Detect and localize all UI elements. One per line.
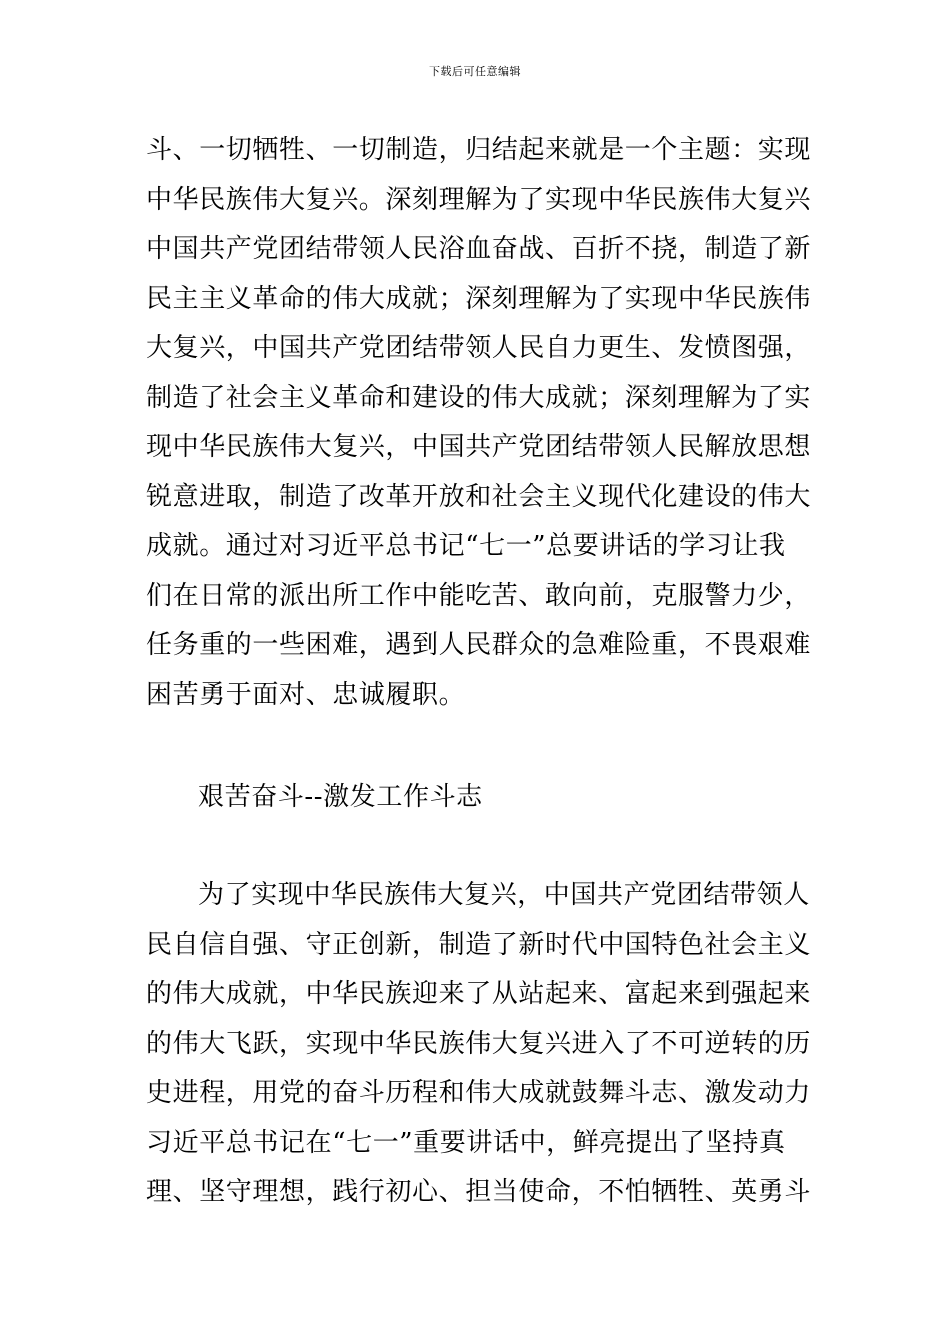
text-line: 们在日常的派出所工作中能吃苦、敢向前，克服警力少， (146, 580, 812, 611)
text-line: 中华民族伟大复兴。深刻理解为了实现中华民族伟大复兴 (146, 184, 812, 215)
text-line: 成就。通过对习近平总书记“七一”总要讲话的学习让我 (146, 531, 786, 561)
text-line: 斗、一切牺牲、一切制造，归结起来就是一个主题：实现 (146, 135, 812, 165)
text-line: 制造了社会主义革命和建设的伟大成就；深刻理解为了实 (146, 382, 812, 413)
text-line: 的伟大成就，中华民族迎来了从站起来、富起来到强起来 (146, 979, 812, 1009)
text-line: 的伟大飞跃，实现中华民族伟大复兴进入了不可逆转的历 (146, 1028, 812, 1059)
text-line: 大复兴，中国共产党团结带领人民自力更生、发愤图强， (146, 333, 812, 363)
text-line: 中国共产党团结带领人民浴血奋战、百折不挠，制造了新 (146, 234, 812, 264)
text-line: 现中华民族伟大复兴，中国共产党团结带领人民解放思想 (146, 432, 812, 462)
text-line: 民自信自强、守正创新，制造了新时代中国特色社会主义 (146, 929, 812, 960)
text-line: 习近平总书记在“七一”重要讲话中，鲜亮提出了坚持真 (146, 1127, 786, 1158)
text-line: 民主主义革命的伟大成就；深刻理解为了实现中华民族伟 (146, 283, 812, 314)
page-header: 下载后可任意编辑 (429, 65, 521, 78)
text-line: 锐意进取，制造了改革开放和社会主义现代化建设的伟大 (146, 481, 812, 512)
text-line: 任务重的一些困难，遇到人民群众的急难险重，不畏艰难 (146, 630, 812, 660)
paragraph (146, 126, 816, 720)
section-heading-text: 艰苦奋斗--激发工作斗志 (198, 782, 483, 812)
text-line: 史进程，用党的奋斗历程和伟大成就鼓舞斗志、激发动力 (146, 1078, 812, 1108)
paragraph (146, 871, 816, 1218)
section-heading (146, 773, 816, 823)
text-line: 困苦勇于面对、忠诚履职。 (146, 679, 466, 710)
text-line: 为了实现中华民族伟大复兴，中国共产党团结带领人 (198, 880, 810, 910)
text-line: 理、坚守理想，践行初心、担当使命，不怕牺牲、英勇斗 (146, 1177, 812, 1207)
